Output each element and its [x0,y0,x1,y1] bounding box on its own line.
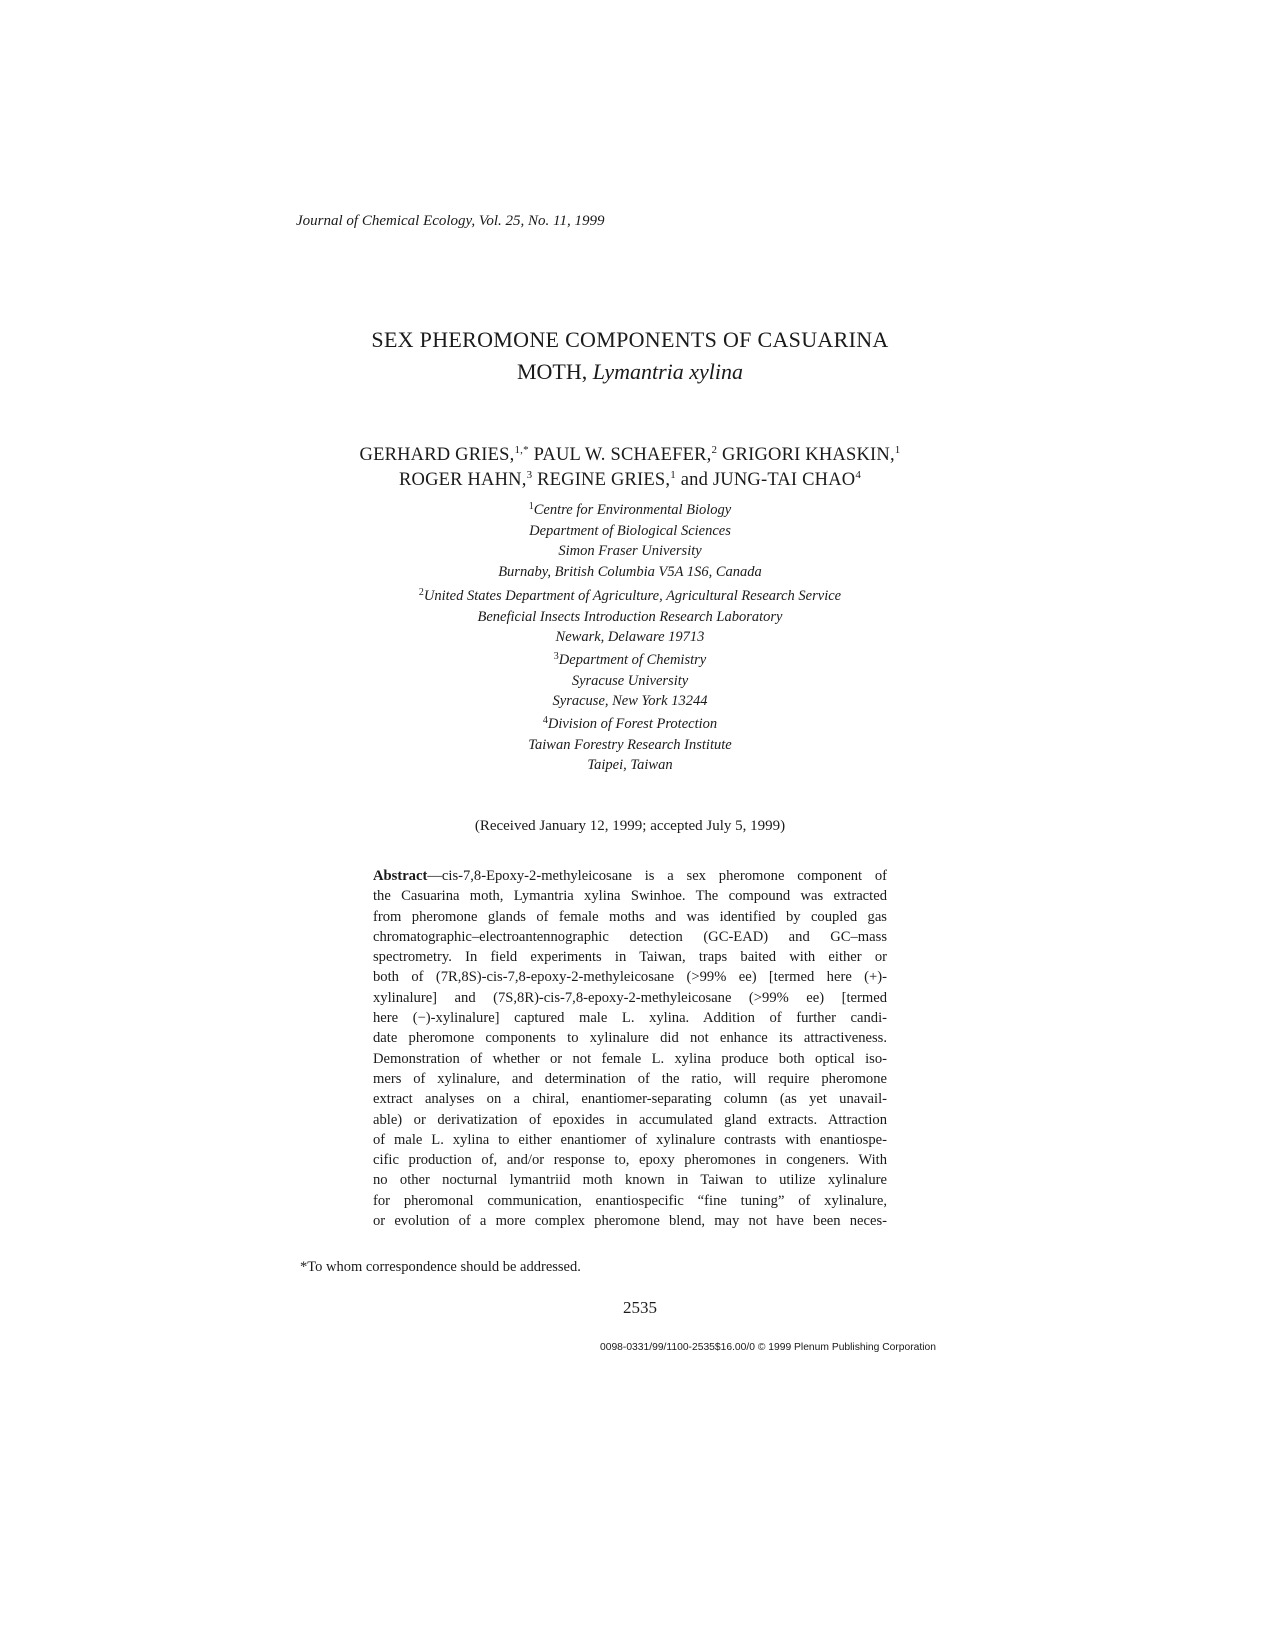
author-name: GERHARD GRIES, [359,445,515,465]
affiliation-3 [300,650,960,712]
affiliation-mark: 4 [542,715,548,726]
affiliation-line: Department of Biological Sciences [529,522,731,539]
author-name: GRIGORI KHASKIN, [722,445,895,465]
abstract-line-text: —cis-7,8-Epoxy-2-methyleicosane is a sex pheromone component of [427,868,887,884]
affiliation-line: Taiwan Forestry Research Institute [528,736,732,753]
abstract-label: Abstract [373,868,428,884]
affiliation-line: Taipei, Taiwan [587,757,673,774]
abstract-line: for pheromonal communication, enantiospecific “fine tuning” of xylinalure, [373,1192,887,1209]
affiliation-line: Newark, Delaware 19713 [555,629,705,646]
abstract-line: date pheromone components to xylinalure did not enhance its attractiveness. [373,1030,887,1047]
affiliation-line: Centre for Environmental Biology [533,502,732,518]
abstract-line: cific production of, and/or response to, epoxy pheromones in congeners. With [373,1152,887,1169]
affiliation-mark: 2 [418,587,424,598]
affiliation-line: Simon Fraser University [558,543,702,560]
abstract-line: mers of xylinalure, and determination of the ratio, will require pheromone [373,1070,887,1087]
affiliation-line: Burnaby, British Columbia V5A 1S6, Canada [498,564,762,581]
abstract-line: chromatographic–electroantennographic detection (GC-EAD) and GC–mass [373,928,887,945]
affiliation-line: Beneficial Insects Introduction Research Laboratory [477,608,783,625]
affiliation-line: Syracuse University [571,672,689,689]
author-affiliation-mark: 2 [711,444,718,456]
copyright-line: 0098-0331/99/1100-2535$16.00/0 © 1999 Plenum Publishing Corporation [600,1342,937,1353]
abstract-line: both of (7R,8S)-cis-7,8-epoxy-2-methyleicosane (>99% ee) [termed here (+)- [373,969,887,986]
abstract-line: extract analyses on a chiral, enantiomer-separating column (as yet unavail- [373,1091,887,1108]
received-dates: (Received January 12, 1999; accepted July 5, 1999) [474,818,786,834]
title-prefix: MOTH, [516,359,588,384]
author-name: REGINE GRIES, [537,470,671,490]
paper-title-line-1: SEX PHEROMONE COMPONENTS OF CASUARINA [371,327,889,352]
abstract-line: no other nocturnal lymantriid moth known in Taiwan to utilize xylinalure [373,1172,887,1189]
abstract-line: Demonstration of whether or not female L. xylina produce both optical iso- [373,1050,887,1067]
abstract-line: spectrometry. In field experiments in Taiwan, traps baited with either or [373,949,887,966]
correspondence-footnote: *To whom correspondence should be addressed. [300,1259,581,1275]
abstract-line: or evolution of a more complex pheromone blend, may not have been neces- [373,1213,887,1230]
affiliation-4 [300,714,960,776]
affiliation-mark: 1 [528,501,534,512]
affiliation-line: Department of Chemistry [558,652,707,668]
title-species: Lymantria xylina [592,359,744,384]
affiliation-line: United States Department of Agriculture, Agricultural Research Service [423,588,842,604]
abstract-line: of male L. xylina to either enantiomer of xylinalure contrasts with enantiospe- [373,1131,887,1148]
abstract [373,866,887,1231]
abstract-line: xylinalure] and (7S,8R)-cis-7,8-epoxy-2-methyleicosane (>99% ee) [termed [373,989,887,1006]
affiliation-1 [300,500,960,583]
author-affiliation-mark: 3 [526,469,533,481]
author-name: and JUNG-TAI CHAO [680,470,856,490]
author-affiliation-mark: 4 [855,469,862,481]
affiliation-2 [300,586,960,648]
abstract-line: the Casuarina moth, Lymantria xylina Swinhoe. The compound was extracted [373,888,887,905]
paper-title-line-2 [250,356,1010,388]
affiliation-mark: 3 [553,651,559,662]
authors-line-1 [250,443,1010,468]
journal-citation: Journal of Chemical Ecology, Vol. 25, No. 11, 1999 [296,213,605,229]
abstract-line [373,866,887,886]
abstract-line: able) or derivatization of epoxides in accumulated gland extracts. Attraction [373,1111,887,1128]
affiliation-line: Division of Forest Protection [547,716,718,732]
author-affiliation-mark: 1 [670,469,676,481]
abstract-line: from pheromone glands of female moths and was identified by coupled gas [373,908,887,925]
author-name: ROGER HAHN, [398,470,527,490]
author-name: PAUL W. SCHAEFER, [533,445,712,465]
page-number: 2535 [623,1298,657,1317]
authors-line-2 [250,468,1010,493]
abstract-line: here (−)-xylinalure] captured male L. xylina. Addition of further candi- [373,1010,887,1027]
author-affiliation-mark: 1 [894,444,901,456]
author-affiliation-mark: 1,* [514,444,529,456]
affiliation-line: Syracuse, New York 13244 [552,693,708,710]
